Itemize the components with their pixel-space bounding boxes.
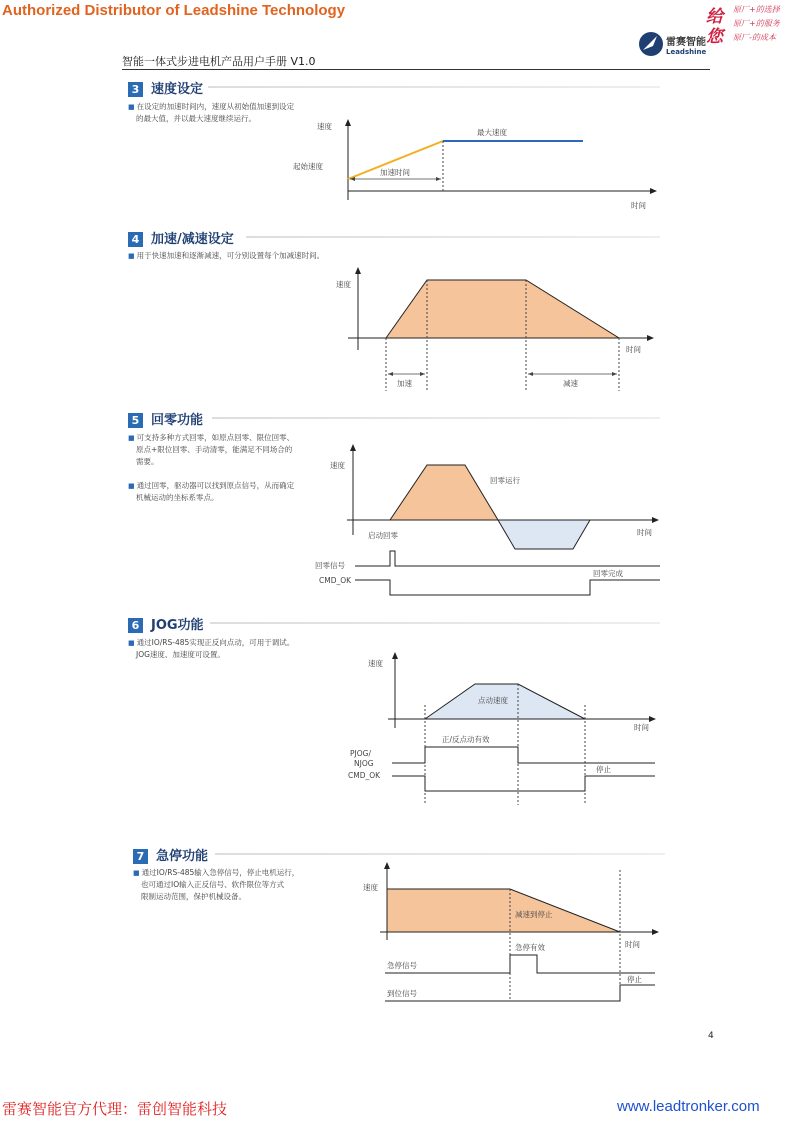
header-divider (122, 69, 710, 70)
bullet-text: ■ 通过IO/RS-485输入急停信号，停止电机运行， 也可通过IO输入正反信号、软件限位等方式 限制运动范围，保护机械设备。 (133, 868, 300, 901)
section-title: 急停功能 (156, 849, 209, 864)
distributor-banner: Authorized Distributor of Leadshine Technology (2, 2, 346, 19)
homing-run-label: 回零运行 (490, 476, 520, 485)
jog-valid-label: 正/反点动有效 (442, 735, 490, 744)
section-rule (210, 622, 660, 624)
speed-label: 速度 (317, 122, 332, 131)
section-7-heading (133, 845, 208, 864)
speed-label: 速度 (368, 659, 383, 668)
section-6-heading (128, 614, 204, 633)
footer-agent-text: 雷赛智能官方代理：雷创智能科技 (2, 1100, 228, 1118)
njog-label: NJOG (354, 759, 374, 768)
section-rule (208, 86, 660, 88)
section-title: 加速/减速设定 (151, 232, 234, 247)
section-rule (212, 417, 660, 419)
max-speed-label: 最大速度 (477, 128, 507, 137)
speed-label: 速度 (330, 461, 345, 470)
start-homing-label: 启动回零 (368, 531, 398, 540)
in-pos-label: 到位信号 (387, 989, 417, 998)
speed-setting-diagram (285, 115, 665, 215)
section-title: 回零功能 (151, 413, 204, 428)
time-label: 时间 (631, 201, 646, 210)
accel-decel-diagram (320, 265, 660, 395)
accel-label: 加速 (397, 379, 412, 388)
section-3-heading (128, 78, 203, 97)
cmd-ok-label: CMD_OK (348, 771, 381, 780)
section-rule (215, 853, 665, 855)
start-speed-label: 起始速度 (293, 162, 323, 171)
section-title: JOG功能 (151, 618, 204, 633)
section-title: 速度设定 (151, 82, 204, 97)
jog-diagram (340, 650, 660, 810)
estop-diagram (355, 860, 665, 1010)
home-signal-label: 回零信号 (315, 561, 345, 570)
slogan-char-1: 给 (706, 7, 723, 27)
slogan-line: 原厂+的选择 (733, 5, 780, 14)
slogan-char-2: 您 (706, 27, 723, 47)
estop-signal-label: 急停信号 (387, 961, 417, 970)
estop-valid-label: 急停有效 (515, 943, 545, 952)
section-number: 3 (128, 82, 143, 97)
homing-done-label: 回零完成 (593, 569, 623, 578)
bullet-text: ■ 在设定的加速时间内，速度从初始值加速到设定 的最大值，并以最大速度继续运行。 (128, 102, 295, 123)
section-4-heading (128, 228, 234, 247)
section-rule (246, 236, 660, 238)
bullet-text: ■ 通过IO/RS-485实现正反向点动，可用于调试。 JOG速度、加速度可设置。 (128, 638, 295, 659)
footer-website-link[interactable]: www.leadtronker.com (617, 1098, 760, 1115)
pjog-label: PJOG/ (350, 749, 371, 758)
logo-en: Leadshine (666, 48, 707, 56)
decel-stop-label: 减速到停止 (515, 910, 553, 919)
section-number: 7 (133, 849, 148, 864)
page-number: 4 (708, 1031, 714, 1041)
section-5-heading (128, 409, 203, 428)
time-label: 时间 (625, 940, 640, 949)
time-label: 时间 (634, 723, 649, 732)
speed-label: 速度 (363, 883, 378, 892)
stop-label: 停止 (627, 975, 642, 984)
leadshine-logo-icon (637, 30, 665, 58)
accel-time-label: 加速时间 (380, 168, 410, 177)
logo-cn: 雷赛智能 (666, 37, 706, 48)
section-number: 5 (128, 413, 143, 428)
time-label: 时间 (626, 345, 641, 354)
homing-diagram (305, 440, 665, 600)
decel-label: 减速 (563, 379, 578, 388)
manual-title: 智能一体式步进电机产品用户手册 V1.0 (122, 55, 316, 68)
bullet-text: ■ 用于快速加速和逐渐减速，可分别设置每个加减速时间。 (128, 251, 325, 260)
slogan-line: 原厂+的服务 (733, 19, 780, 28)
time-label: 时间 (637, 528, 652, 537)
bullet-text: ■ 可支持多种方式回零，如原点回零、限位回零、 原点+限位回零、手动清零，能满足不同场合的 需要。 (128, 433, 295, 466)
jog-speed-label: 点动速度 (478, 696, 508, 705)
speed-label: 速度 (336, 280, 351, 289)
cmd-ok-label: CMD_OK (319, 576, 352, 585)
slogan-line: 原厂-的成本 (733, 33, 776, 42)
section-number: 6 (128, 618, 143, 633)
stop-label: 停止 (596, 765, 611, 774)
section-number: 4 (128, 232, 143, 247)
bullet-text: ■ 通过回零，驱动器可以找到原点信号，从而确定 机械运动的坐标系零点。 (128, 481, 295, 502)
